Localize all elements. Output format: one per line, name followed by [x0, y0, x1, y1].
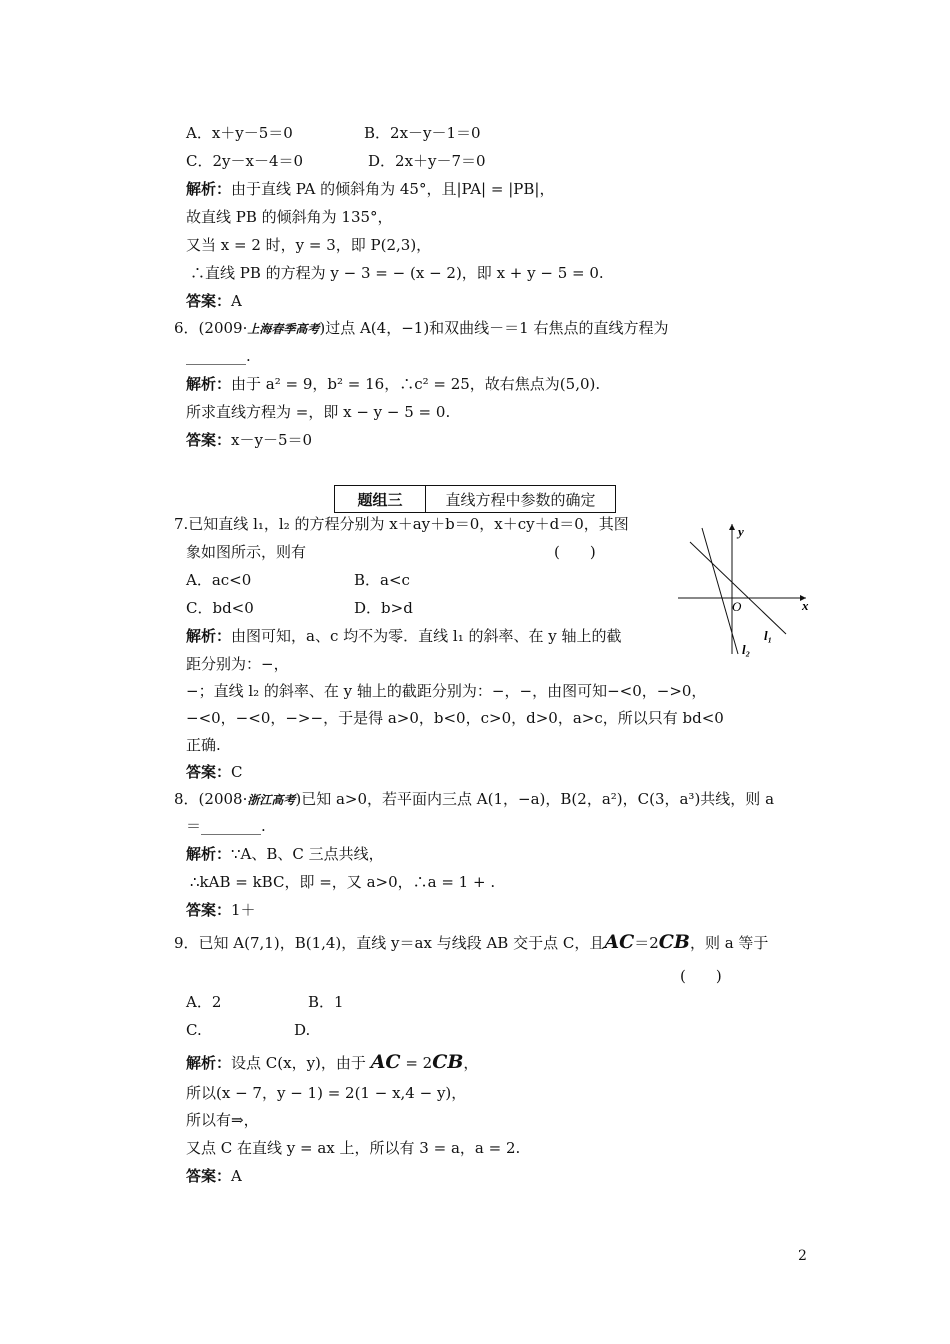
q9-eq: ＝2 — [634, 934, 659, 952]
solution-eq: = 2 — [405, 1054, 433, 1072]
solution-text: 由于 a² = 9，b² = 16，∴c² = 25，故右焦点为(5,0). — [231, 375, 601, 393]
answer-value: 1＋ — [231, 901, 256, 919]
graph-l2-label: l₂ — [742, 642, 751, 657]
q5-option-a: A．x＋y－5＝0 — [186, 124, 293, 142]
q5-solution-line1 — [186, 179, 554, 199]
q6-prefix: 6．(2009· — [174, 319, 248, 337]
answer-value: A — [231, 1167, 242, 1185]
q8-source: 浙江高考 — [247, 793, 296, 807]
vector-ac: AC — [370, 1051, 401, 1073]
q7-solution-line4: −<0，−<0，−>−，于是得 a>0，b<0，c>0，d>0，a>c，所以只有 bd<0 — [186, 709, 724, 727]
q9-solution-line1 — [186, 1052, 478, 1073]
solution-label: 解析： — [186, 180, 232, 198]
answer-value: A — [231, 292, 242, 310]
solution-text: 由图可知，a、c 均不为零．直线 l₁ 的斜率、在 y 轴上的截 — [231, 627, 622, 645]
q9-stem-text: 9．已知 A(7,1)，B(1,4)，直线 y＝ax 与线段 AB 交于点 C，且 — [174, 934, 605, 952]
q7-solution-line2: 距分别为：−， — [186, 655, 289, 673]
vector-ac: AC — [604, 931, 635, 953]
q9-answer — [186, 1166, 242, 1186]
q7-option-c: C．bd<0 — [186, 599, 254, 617]
q5-solution-line2: 故直线 PB 的倾斜角为 135°， — [186, 208, 393, 226]
q7-graph — [676, 518, 816, 660]
solution-text: 设点 C(x，y)，由于 — [231, 1054, 366, 1072]
q9-option-a: A．2 — [186, 993, 222, 1011]
solution-text: 由于直线 PA 的倾斜角为 45°，且|PA| = |PB|， — [231, 180, 555, 198]
q9-answer-paren: ( ) — [680, 967, 722, 985]
solution-text: ∵A、B、C 三点共线， — [231, 845, 384, 863]
q9-option-c: C. — [186, 1021, 202, 1039]
answer-label: 答案： — [186, 1167, 232, 1185]
line-l1 — [690, 542, 786, 634]
graph-l1-label: l₁ — [764, 628, 773, 643]
q9-solution-line3: 所以有⇒， — [186, 1111, 259, 1129]
vector-cb: CB — [432, 1051, 464, 1073]
q8-blank: ＝________. — [186, 817, 266, 835]
section-header — [334, 485, 616, 513]
q6-solution-line1 — [186, 374, 600, 394]
q8-stem — [174, 789, 774, 810]
q9-option-d: D. — [294, 1021, 311, 1039]
answer-label: 答案： — [186, 292, 232, 310]
q6-answer — [186, 430, 312, 450]
q9-stem — [174, 932, 768, 953]
q6-solution-line2: 所求直线方程为 =，即 x − y − 5 = 0. — [186, 403, 451, 421]
q5-answer — [186, 291, 242, 311]
q7-solution-line3: −；直线 l₂ 的斜率、在 y 轴上的截距分别为：−，−，由图可知−<0，−>0， — [186, 682, 707, 700]
solution-label: 解析： — [186, 845, 232, 863]
q5-solution-line4: ∴直线 PB 的方程为 y − 3 = − (x − 2)，即 x + y − 5 = 0. — [190, 264, 604, 282]
q8-prefix: 8．(2008· — [174, 790, 248, 808]
answer-label: 答案： — [186, 901, 232, 919]
q8-answer — [186, 900, 256, 920]
q9-solution-line4: 又点 C 在直线 y = ax 上，所以有 3 = a，a = 2. — [186, 1139, 521, 1157]
q7-option-b: B．a<c — [354, 571, 410, 589]
q5-option-d: D．2x＋y－7＝0 — [368, 152, 486, 170]
q5-option-c: C．2y－x－4＝0 — [186, 152, 304, 170]
q5-solution-line3: 又当 x = 2 时，y = 3，即 P(2,3)， — [186, 236, 432, 254]
graph-origin-label: O — [732, 599, 742, 614]
solution-label: 解析： — [186, 375, 232, 393]
section-title: 直线方程中参数的确定 — [445, 490, 596, 509]
q9-stem-tail: ，则 a 等于 — [689, 934, 769, 952]
q8-stem-text: )已知 a>0，若平面内三点 A(1，−a)，B(2，a²)，C(3，a³)共线，则 a — [295, 790, 775, 808]
q6-source: 上海春季高考 — [247, 322, 320, 336]
solution-label: 解析： — [186, 627, 232, 645]
solution-comma: ， — [463, 1054, 479, 1072]
q9-option-b: B．1 — [308, 993, 344, 1011]
vector-cb: CB — [658, 931, 690, 953]
answer-label: 答案： — [186, 431, 232, 449]
q9-solution-line2: 所以(x − 7，y − 1) = 2(1 − x,4 − y)， — [186, 1084, 467, 1102]
q7-answer — [186, 762, 243, 782]
q6-stem-text: )过点 A(4，−1)和双曲线－＝1 右焦点的直线方程为 — [319, 319, 669, 337]
q7-option-d: D．b>d — [354, 599, 413, 617]
q7-answer-paren: ( ) — [554, 543, 596, 561]
q8-solution-line1 — [186, 844, 384, 864]
section-group: 题组三 — [335, 486, 426, 512]
graph-y-label: y — [738, 524, 744, 539]
q7-solution-line1 — [186, 626, 622, 646]
q6-blank: ________. — [186, 347, 251, 365]
q7-option-a: A．ac<0 — [186, 571, 252, 589]
graph-x-label: x — [802, 598, 809, 613]
q7-stem-line2: 象如图所示，则有 — [186, 543, 307, 561]
q6-stem — [174, 318, 669, 339]
solution-label: 解析： — [186, 1054, 232, 1072]
line-l2 — [702, 528, 738, 654]
answer-label: 答案： — [186, 763, 232, 781]
q8-solution-line2: ∴kAB = kBC，即 =，又 a>0，∴a = 1 + . — [190, 873, 496, 891]
page-number: 2 — [798, 1248, 807, 1264]
answer-value: x－y－5＝0 — [231, 431, 313, 449]
q7-solution-line5: 正确. — [186, 736, 221, 754]
q7-stem-line1: 7.已知直线 l₁，l₂ 的方程分别为 x＋ay＋b＝0，x＋cy＋d＝0，其图 — [174, 515, 629, 533]
q5-option-b: B．2x－y－1＝0 — [364, 124, 481, 142]
answer-value: C — [231, 763, 243, 781]
